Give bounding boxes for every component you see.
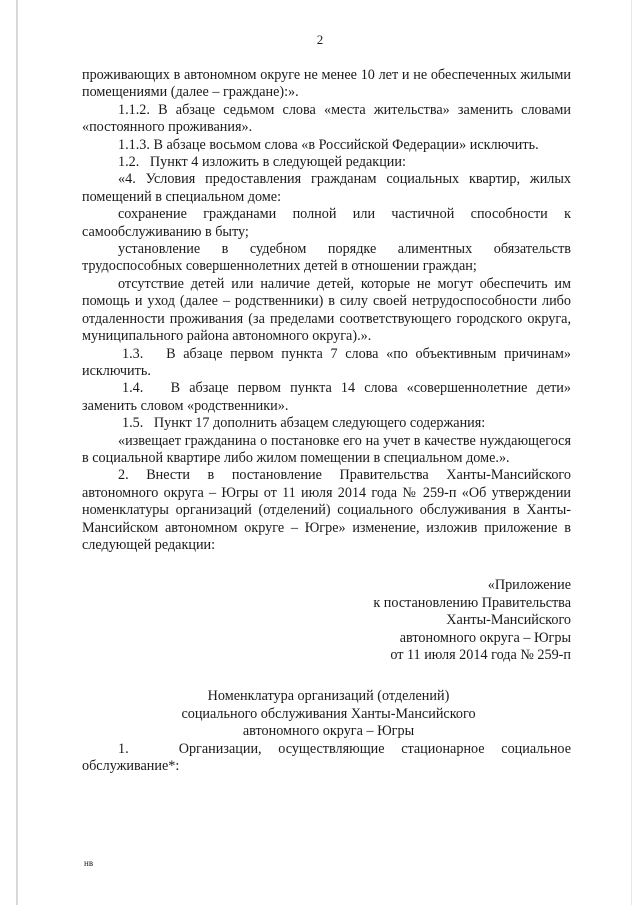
appendix-line: от 11 июля 2014 года № 259-п — [390, 647, 571, 663]
scan-edge-left — [16, 0, 18, 905]
paragraph-continuation: проживающих в автономном округе не менее 10 лет и не обеспеченных жилыми помещениями (далее – граждане):». — [82, 67, 571, 101]
paragraph-1-2: 1.2. Пункт 4 изложить в следующей редакции: — [118, 154, 406, 171]
paragraph-1-4: 1.4. В абзаце первом пункта 14 слова «совершеннолетние дети» заменить словом «родственники». — [82, 380, 571, 414]
appendix-line: автономного округа – Югры — [399, 629, 571, 646]
nomenclature-title — [82, 688, 571, 740]
paragraph-clause-17: «извещает гражданина о постановке его на учет в качестве нуждающегося в социальной квартире либо жилом помещении в специальном доме.». — [82, 432, 571, 466]
paragraph-1-3: 1.3. В абзаце первом пункта 7 слова «по объективным причинам» исключить. — [82, 345, 571, 379]
appendix-line: к постановлению Правительства — [373, 594, 571, 611]
paragraph-1-5: 1.5. Пункт 17 дополнить абзацем следующего содержания: — [122, 415, 486, 432]
paragraph-clause-4: «4. Условия предоставления гражданам социальных квартир, жилых помещений в специальном доме: — [82, 171, 571, 205]
appendix-line: «Приложение — [487, 577, 571, 594]
title-line: Номенклатура организаций (отделений) — [207, 688, 450, 705]
paragraph-condition-2: установление в судебном порядке алиментных обязательств трудоспособных совершеннолетних детей в отношении граждан; — [82, 241, 571, 275]
paragraph-1-1-2: 1.1.2. В абзаце седьмом слова «места жительства» заменить словами «постоянного проживания». — [82, 101, 571, 136]
title-line: автономного округа – Югры — [242, 723, 415, 740]
title-line: социального обслуживания Ханты-Мансийского — [181, 705, 476, 722]
paragraph-2: 2. Внести в постановление Правительства Ханты-Мансийского автономного округа – Югры от 11 июля 2014 года № 259-п «Об утверждении номенклатуры организаций (отделений) социального обслуживания в Ханты-Мансийском автономном округе – Югре» изменение, изложив приложение в следующей редакции: — [82, 467, 571, 553]
paragraph-1-1-3: 1.1.3. В абзаце восьмом слова «в Российской Федерации» исключить. — [118, 136, 539, 153]
document-body — [82, 67, 571, 775]
page-number: 2 — [316, 32, 324, 47]
footer-code: нв — [84, 858, 94, 868]
appendix-header — [82, 577, 571, 664]
paragraph-condition-1: сохранение гражданами полной или частичной способности к самообслуживанию в быту; — [82, 206, 571, 240]
scan-edge-right — [631, 0, 632, 905]
appendix-line: Ханты-Мансийского — [446, 612, 571, 629]
paragraph-condition-3: отсутствие детей или наличие детей, которые не могут обеспечить им помощь и уход (далее – родственники) в силу своей нетрудоспособности либо отдаленности проживания (за пределами соответствующего городского округа, муниципального района автономного округа).». — [82, 275, 571, 345]
list-item-1: 1. Организации, осуществляющие стационарное социальное обслуживание*: — [82, 740, 571, 775]
